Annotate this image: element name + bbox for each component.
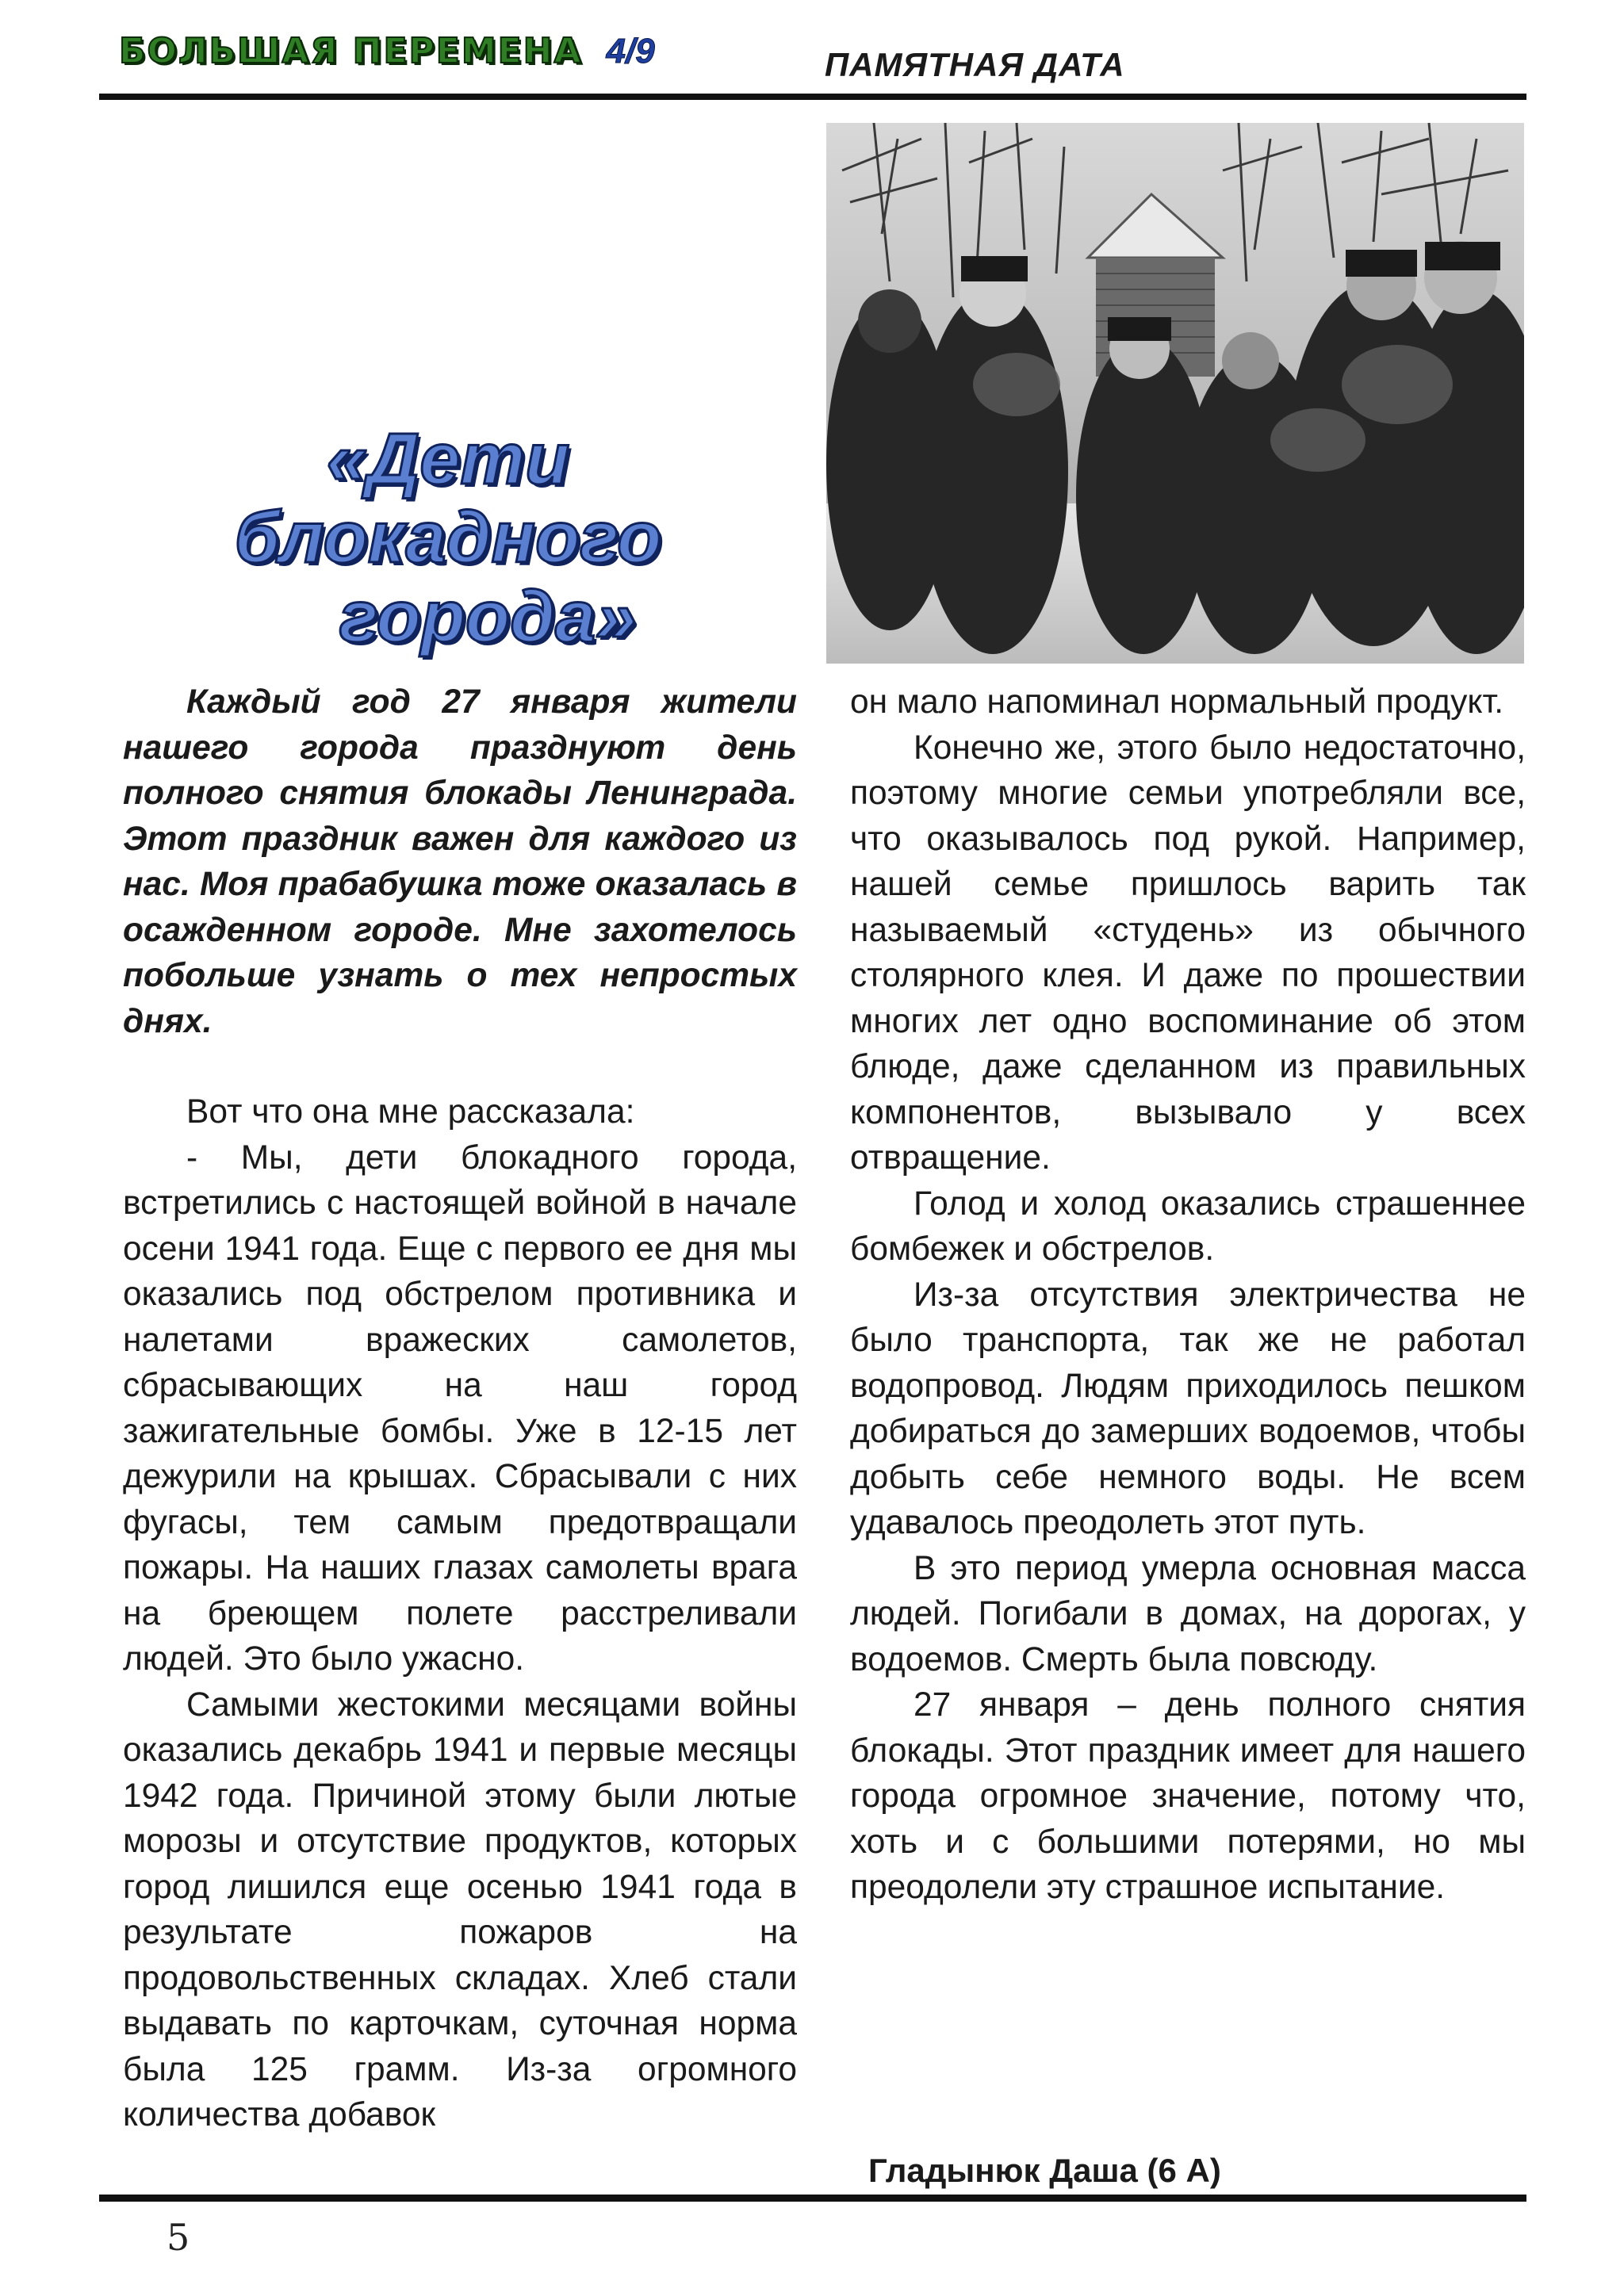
article-headline bbox=[111, 420, 785, 656]
bottom-rule bbox=[99, 2195, 1526, 2202]
top-rule bbox=[99, 94, 1526, 100]
body-paragraph: Голод и холод оказались страшеннее бомбежек и обстрелов. bbox=[850, 1184, 1526, 1268]
right-column bbox=[850, 679, 1526, 1911]
headline-line-1: «Дети блокадного bbox=[234, 419, 662, 579]
left-column bbox=[123, 679, 797, 2138]
archival-photo-soldiers-meeting-icon bbox=[826, 123, 1524, 664]
body-paragraph: Из-за отсутствия электричества не было транспорта, так же не работал водопровод. Людям приходилось пешком добираться до замерших водоемов, чтобы добыть себе немного воды. Не всем удавалось преодолеть этот путь. bbox=[850, 1276, 1526, 1541]
intro-paragraph: Вот что она мне рассказала: bbox=[186, 1093, 635, 1131]
headline-line-2: города» bbox=[339, 576, 637, 657]
body-paragraph: В это период умерла основная масса людей. Погибали в домах, на дорогах, у водоемов. Смерть была повсюду. bbox=[850, 1549, 1526, 1678]
body-paragraph: Конечно же, этого было недостаточно, поэтому многие семьи употребляли все, что оказывалось под рукой. Например, нашей семье пришлось варить так называемый «студень» из обычного столярного клея. И даже по прошествии многих лет одно воспоминание об этом блюде, даже сделанном из правильных компонентов, вызывало у всех отвращение. bbox=[850, 729, 1526, 1177]
body-paragraph: 27 января – день полного снятия блокады. Этот праздник имеет для нашего города огромное значение, потому что, хоть и с большими потерями, но мы преодолели эту страшное испытание. bbox=[850, 1686, 1526, 1906]
body-paragraph: он мало напоминал нормальный продукт. bbox=[850, 683, 1504, 721]
lead-paragraph: Каждый год 27 января жители нашего города празднуют день полного снятия блокады Ленинграда. Этот праздник важен для каждого из нас. Моя прабабушка тоже оказалась в осажденном городе. Мне захотелось побольше узнать о тех непростых днях. bbox=[123, 683, 797, 1040]
issue-number: 4/9 bbox=[606, 32, 655, 71]
body-paragraph: Самыми жестокими месяцами войны оказались декабрь 1941 и первые месяцы 1942 года. Причиной этому были лютые морозы и отсутствие продуктов, которых город лишился еще осенью 1941 года в результате пожаров на продовольственных складах. Хлеб стали выдавать по карточкам, суточная норма была 125 грамм. Из-за огромного количества добавок bbox=[123, 1686, 797, 2133]
masthead-title: БОЛЬШАЯ ПЕРЕМЕНА bbox=[119, 31, 583, 71]
masthead bbox=[119, 24, 655, 71]
paragraph-spacer bbox=[123, 1044, 797, 1089]
archival-photo bbox=[826, 123, 1524, 664]
author-byline: Гладынюк Даша (6 А) bbox=[868, 2152, 1221, 2189]
page-number: 5 bbox=[167, 2216, 190, 2259]
section-label: ПАМЯТНАЯ ДАТА bbox=[825, 46, 1125, 83]
body-paragraph: - Мы, дети блокадного города, встретились с настоящей войной в начале осени 1941 года. Еще с первого ее дня мы оказались под обстрелом противника и налетами вражеских самолетов, сбрасывающих на наш город зажигательные бомбы. Уже в 12-15 лет дежурили на крышах. Сбрасывали с них фугасы, тем самым предотвращали пожары. На наших глазах самолеты врага на бреющем полете расстреливали людей. Это было ужасно. bbox=[123, 1138, 797, 1678]
